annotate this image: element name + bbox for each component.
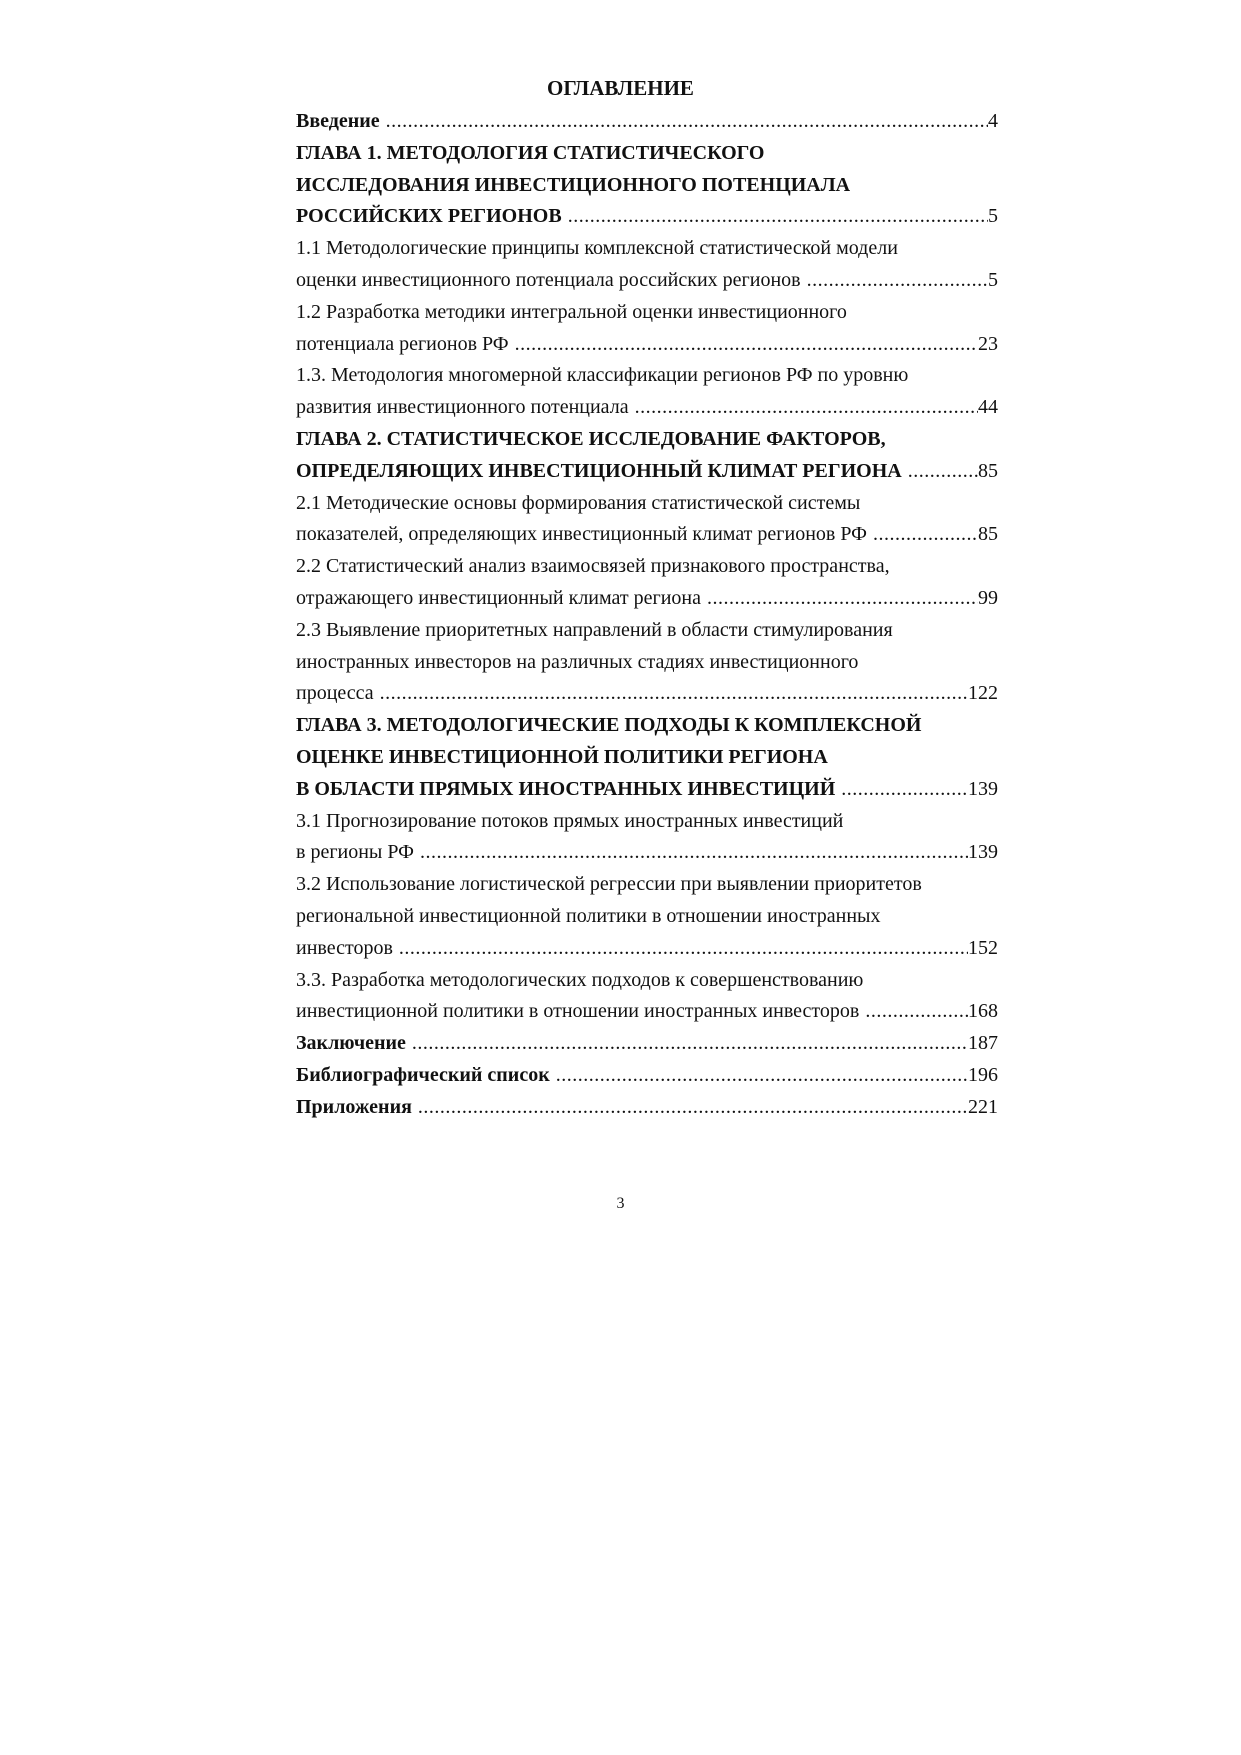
toc-entry — [296, 1092, 998, 1124]
toc-entry-page-number: 4 — [988, 110, 998, 132]
toc-entry-title-line: ГЛАВА 2. СТАТИСТИЧЕСКОЕ ИССЛЕДОВАНИЕ ФАКТОРОВ, — [296, 427, 886, 450]
dot-leader — [380, 678, 968, 710]
dot-leader — [399, 933, 968, 965]
toc-entry-title-line: инвесторов — [296, 936, 393, 959]
toc-entry — [296, 138, 998, 233]
toc-entry-last-line — [296, 519, 998, 551]
toc-entry — [296, 551, 998, 615]
toc-entry-title-line: ОПРЕДЕЛЯЮЩИХ ИНВЕСТИЦИОННЫЙ КЛИМАТ РЕГИОНА — [296, 459, 902, 482]
toc-entry-title-line: 2.1 Методические основы формирования статистической системы — [296, 491, 861, 514]
toc-entry-title-line: ОЦЕНКЕ ИНВЕСТИЦИОННОЙ ПОЛИТИКИ РЕГИОНА — [296, 745, 828, 768]
toc-entry — [296, 806, 998, 870]
toc-entry-title-line: развития инвестиционного потенциала — [296, 396, 629, 419]
dot-leader — [420, 837, 968, 869]
dot-leader — [568, 201, 988, 233]
toc-entry-last-line — [296, 106, 998, 138]
toc-entry-title-line: оценки инвестиционного потенциала российских регионов — [296, 268, 801, 291]
toc-entry — [296, 424, 998, 488]
toc-entry — [296, 297, 998, 361]
toc-entry-title-line: иностранных инвесторов на различных стадиях инвестиционного — [296, 650, 859, 673]
toc-entry-title-line: ИССЛЕДОВАНИЯ ИНВЕСТИЦИОННОГО ПОТЕНЦИАЛА — [296, 173, 851, 196]
toc-entry-title-line: 3.1 Прогнозирование потоков прямых иностранных инвестиций — [296, 809, 844, 832]
toc-entry-title-line: процесса — [296, 682, 374, 705]
toc-entry-last-line — [296, 329, 998, 361]
toc-entry-title-line: ГЛАВА 3. МЕТОДОЛОГИЧЕСКИЕ ПОДХОДЫ К КОМПЛЕКСНОЙ — [296, 714, 922, 737]
toc-entry-title-line: 3.3. Разработка методологических подходов к совершенствованию — [296, 968, 864, 991]
toc-entry-page-number: 196 — [968, 1063, 998, 1086]
toc-entry — [296, 106, 998, 138]
toc-entry — [296, 710, 998, 805]
toc-entry-title-line: в регионы РФ — [296, 841, 414, 864]
toc-title: ОГЛАВЛЕНИЕ — [547, 76, 694, 100]
toc-entry-title-line: потенциала регионов РФ — [296, 332, 509, 355]
toc-entry-page-number: 23 — [978, 332, 998, 355]
table-of-contents — [296, 106, 998, 1124]
dot-leader — [707, 583, 978, 615]
toc-entry — [296, 360, 998, 424]
toc-entry-page-number: 139 — [968, 777, 998, 800]
toc-entry-page-number: 187 — [968, 1032, 998, 1055]
toc-entry-title-line: 1.3. Методология многомерной классификации регионов РФ по уровню — [296, 364, 909, 387]
toc-entry-title-line: показателей, определяющих инвестиционный климат регионов РФ — [296, 523, 867, 546]
dot-leader — [412, 1028, 968, 1060]
toc-entry — [296, 965, 998, 1029]
toc-entry-last-line — [296, 1028, 998, 1060]
toc-entry-title-line: отражающего инвестиционный климат региона — [296, 586, 701, 609]
dot-leader — [635, 392, 978, 424]
dot-leader — [908, 456, 978, 488]
toc-entry-title-line: В ОБЛАСТИ ПРЯМЫХ ИНОСТРАННЫХ ИНВЕСТИЦИЙ — [296, 777, 836, 800]
toc-entry-title-line: Библиографический список — [296, 1063, 550, 1086]
dot-leader — [807, 265, 988, 297]
toc-entry-last-line — [296, 933, 998, 965]
toc-entry-page-number: 5 — [988, 268, 998, 291]
toc-entry-page-number: 152 — [968, 936, 998, 959]
dot-leader — [865, 996, 968, 1028]
toc-entry-title-line: 1.1 Методологические принципы комплексной статистической модели — [296, 237, 898, 260]
toc-entry — [296, 869, 998, 964]
toc-entry-page-number: 139 — [968, 841, 998, 864]
toc-entry-title-line: 2.2 Статистический анализ взаимосвязей признакового пространства, — [296, 555, 890, 578]
toc-entry-title-line: Заключение — [296, 1032, 406, 1055]
toc-entry — [296, 615, 998, 710]
toc-entry — [296, 1060, 998, 1092]
toc-entry-last-line — [296, 837, 998, 869]
toc-entry-title-line: ГЛАВА 1. МЕТОДОЛОГИЯ СТАТИСТИЧЕСКОГО — [296, 141, 765, 164]
dot-leader — [841, 774, 968, 806]
dot-leader — [873, 519, 978, 551]
toc-entry-last-line — [296, 392, 998, 424]
toc-entry-last-line — [296, 456, 998, 488]
toc-entry-page-number: 168 — [968, 1000, 998, 1023]
toc-entry-title-line: инвестиционной политики в отношении иностранных инвесторов — [296, 1000, 860, 1023]
toc-entry-page-number: 122 — [968, 682, 998, 705]
page-number: 3 — [616, 1195, 625, 1212]
toc-entry — [296, 1028, 998, 1060]
toc-entry-last-line — [296, 996, 998, 1028]
toc-entry-title-line: РОССИЙСКИХ РЕГИОНОВ — [296, 205, 562, 228]
toc-entry-title-line: 1.2 Разработка методики интегральной оценки инвестиционного — [296, 300, 847, 323]
toc-entry-last-line — [296, 265, 998, 297]
toc-entry-last-line — [296, 1060, 998, 1092]
toc-entry-title-line: 3.2 Использование логистической регрессии при выявлении приоритетов — [296, 873, 922, 896]
toc-entry-title-line: 2.3 Выявление приоритетных направлений в области стимулирования — [296, 618, 893, 641]
toc-entry-title-line: региональной инвестиционной политики в отношении иностранных — [296, 904, 881, 927]
toc-entry-page-number: 85 — [978, 523, 998, 546]
toc-entry-page-number: 5 — [988, 205, 998, 228]
toc-entry — [296, 488, 998, 552]
dot-leader — [556, 1060, 968, 1092]
toc-entry-last-line — [296, 201, 998, 233]
dot-leader — [515, 329, 978, 361]
toc-entry-page-number: 99 — [978, 586, 998, 609]
toc-entry-page-number: 44 — [978, 396, 998, 419]
toc-entry-last-line — [296, 678, 998, 710]
toc-entry-title-line: Введение — [296, 110, 380, 132]
toc-entry-page-number: 85 — [978, 459, 998, 482]
toc-entry — [296, 233, 998, 297]
dot-leader — [386, 106, 988, 138]
toc-entry-last-line — [296, 774, 998, 806]
toc-entry-title-line: Приложения — [296, 1095, 412, 1118]
toc-entry-last-line — [296, 583, 998, 615]
dot-leader — [418, 1092, 968, 1124]
toc-entry-last-line — [296, 1092, 998, 1124]
toc-entry-page-number: 221 — [968, 1095, 998, 1118]
